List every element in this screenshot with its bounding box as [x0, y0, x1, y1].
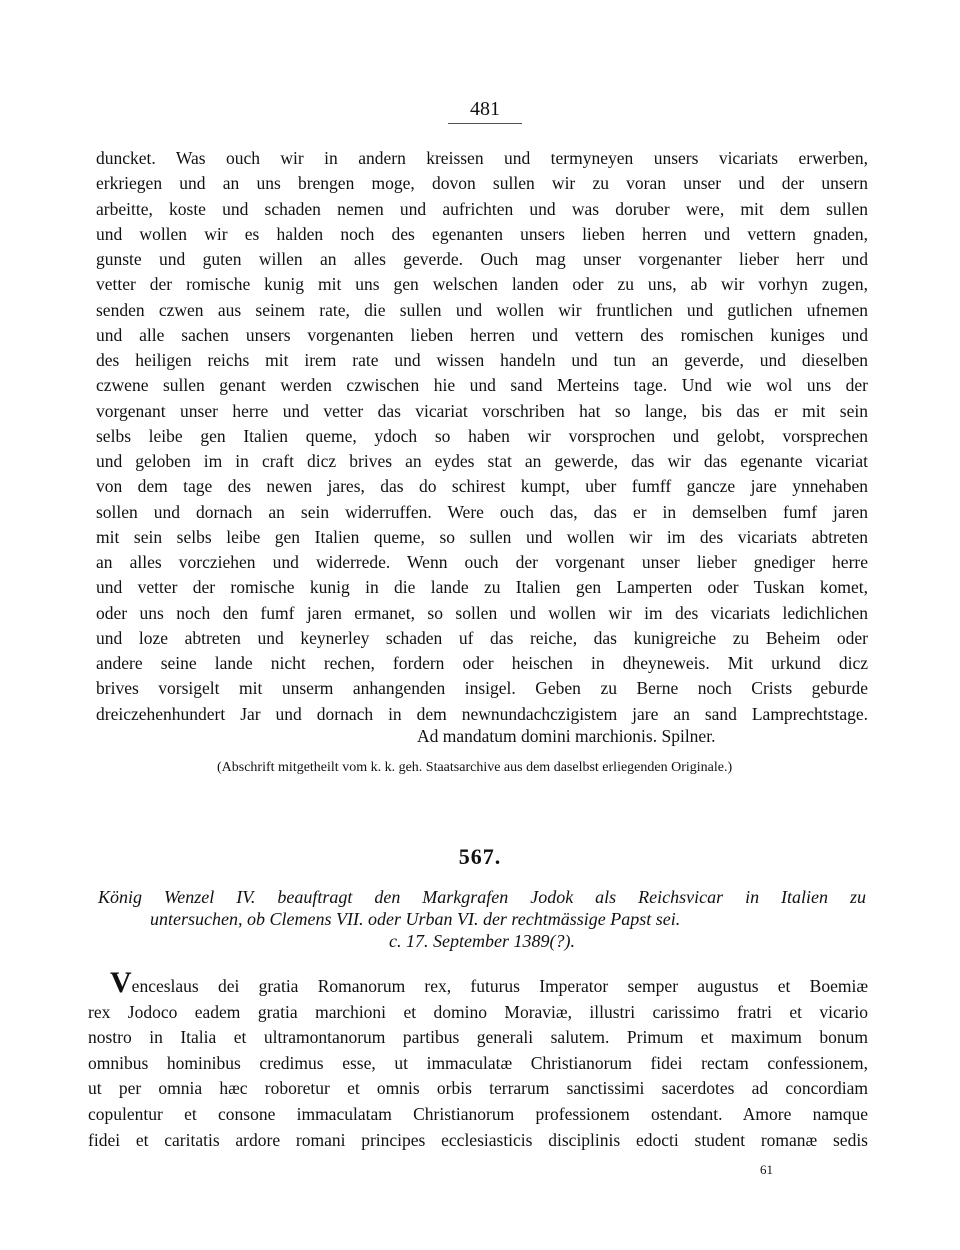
- text-line: ut per omnia hæc roboretur et omnis orbis terrarum sanctissimi sacerdotes ad concordiam: [88, 1078, 868, 1099]
- text-line: duncket. Was ouch wir in andern kreissen und termyneyen unsers vicariats erwerben,: [96, 148, 868, 168]
- text-line-first: [88, 966, 868, 1000]
- document-heading: [98, 886, 866, 952]
- text-line: und geloben im in craft dicz brives an eydes stat an gewerde, das wir das egenante vicariat: [96, 451, 868, 471]
- text-line: omnibus hominibus credimus esse, ut immaculatæ Christianorum fidei rectam confessionem,: [88, 1052, 868, 1073]
- text-line: copulentur et consone immaculatam Christianorum professionem ostendant. Amore namque: [88, 1103, 868, 1124]
- heading-line: König Wenzel IV. beauftragt den Markgrafen Jodok als Reichsvicar in Italien zu: [98, 887, 866, 907]
- text-line: sollen und dornach an sein widerruffen. Were ouch das, das er in demselben fumf jaren: [96, 501, 868, 522]
- text-line: dreiczehenhundert Jar und dornach in dem newnundachczigistem jare an sand Lamprechtstage.: [96, 703, 868, 724]
- signature-mark: 61: [760, 1162, 773, 1177]
- document-number: 567.: [458, 844, 502, 869]
- text-line: selbs leibe gen Italien queme, ydoch so haben wir vorsprochen und gelobt, vorsprechen: [96, 425, 868, 446]
- text-line: oder uns noch den fumf jaren ermanet, so sollen und wollen wir im des vicariats ledichlichen: [96, 602, 868, 623]
- text-line: erkriegen und an uns brengen moge, dovon sullen wir zu voran unser und der unsern: [96, 173, 868, 194]
- text-line: des heiligen reichs mit irem rate und wissen handeln und tun an geverde, und dieselben: [96, 350, 868, 370]
- text-line: senden czwen aus seinem rate, die sullen und wollen wir fruntlichen und gutlichen ufnemen: [96, 299, 868, 320]
- text-line: vorgenant unser herre und vetter das vicariat vorschriben hat so lange, bis das er mit sein: [96, 400, 868, 421]
- text-line: vetter der romische kunig mit uns gen welschen landen oder zu uns, ab wir vorhyn zugen,: [96, 274, 868, 295]
- text-line: mit sein selbs leibe gen Italien queme, so sullen und wollen wir im des vicariats abtreten: [96, 526, 868, 547]
- heading-date: c. 17. September 1389(?).: [389, 931, 575, 951]
- text-line: und alle sachen unsers vorgenanten lieben herren und vettern des romischen kuniges und: [96, 324, 868, 345]
- text-line: nostro in Italia et ultramontanorum partibus generali salutem. Primum et maximum bonum: [88, 1027, 868, 1048]
- text-line: und loze abtreten und keynerley schaden uf das reiche, das kunigreiche zu Beheim oder: [96, 627, 868, 648]
- header-rule: [448, 123, 522, 124]
- heading-line: untersuchen, ob Clemens VII. oder Urban VI. der rechtmässige Papst sei.: [150, 909, 681, 929]
- german-text-block: [96, 146, 868, 727]
- drop-cap: V: [110, 966, 132, 999]
- text-line: rex Jodoco eadem gratia marchioni et domino Moraviæ, illustri carissimo fratri et vicario: [88, 1001, 868, 1022]
- text-line: andere seine lande nicht rechen, fordern oder heischen in dheyneweis. Mit urkund dicz: [96, 653, 868, 673]
- page-number: 481: [470, 98, 500, 120]
- page-header: [440, 98, 530, 124]
- text-line: und wollen wir es halden noch des egenanten unsers lieben herren und vettern gnaden,: [96, 223, 868, 244]
- text-line: an alles vorcziehen und widerrede. Wenn ouch der vorgenant unser lieber gnediger herre: [96, 552, 868, 572]
- latin-text-block: [88, 966, 868, 1153]
- text-line: czwene sullen genant werden czwischen hie und sand Merteins tage. Und wie wol uns der: [96, 375, 868, 396]
- text-line: arbeitte, koste und schaden nemen und aufrichten und was doruber were, mit dem sullen: [96, 198, 868, 219]
- text-line: von dem tage des newen jares, das do schirest kumpt, uber fumff gancze jare ynnehaben: [96, 476, 868, 497]
- source-note: (Abschrift mitgetheilt vom k. k. geh. Staatsarchive aus dem daselbst erliegenden Originale.): [217, 760, 733, 775]
- text-line: brives vorsigelt mit unserm anhangenden insigel. Geben zu Berne noch Crists geburde: [96, 678, 868, 699]
- text-line: fidei et caritatis ardore romani principes ecclesiasticis disciplinis edocti student romanæ sedis: [88, 1129, 868, 1150]
- text-line: enceslaus dei gratia Romanorum rex, futurus Imperator semper augustus et Boemiæ: [131, 976, 868, 996]
- text-line: gunste und guten willen an alles geverde. Ouch mag unser vorgenanter lieber herr und: [96, 249, 868, 269]
- text-line: und vetter der romische kunig in die lande zu Italien gen Lamperten oder Tuskan komet,: [96, 577, 868, 598]
- signature-line: Ad mandatum domini marchionis. Spilner.: [417, 726, 716, 746]
